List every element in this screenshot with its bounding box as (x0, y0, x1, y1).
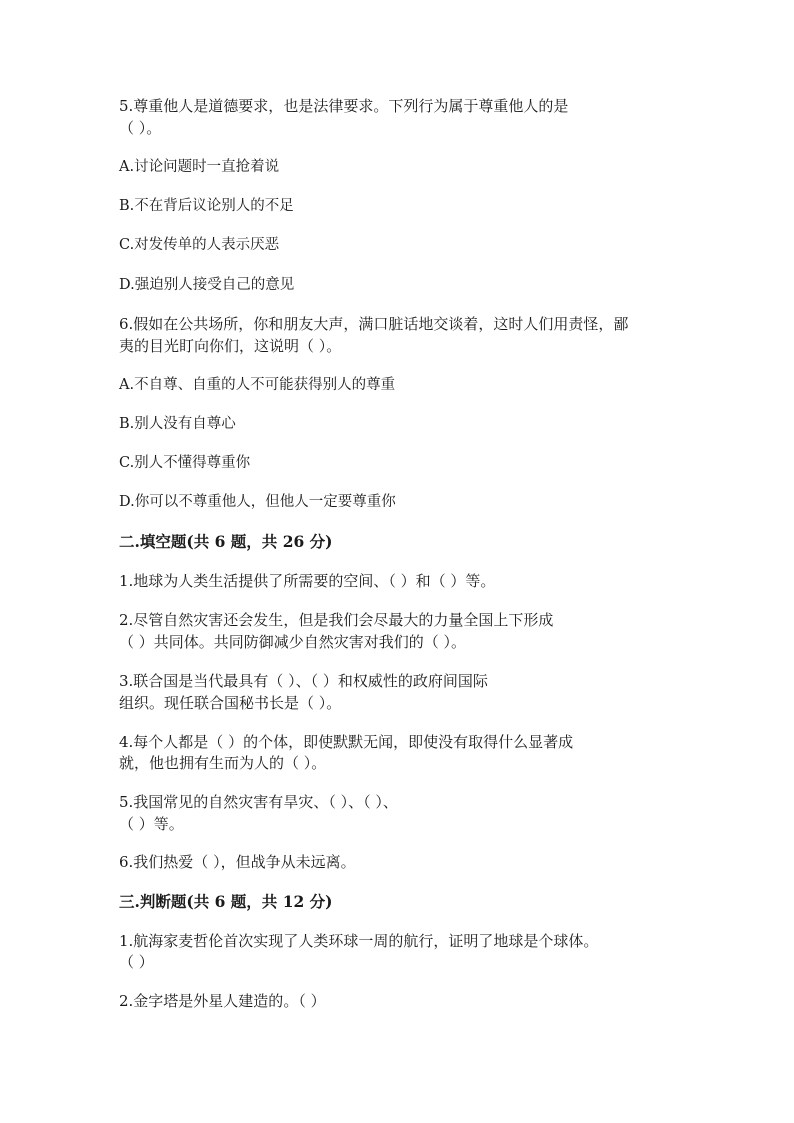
question-5-option-a: A.讨论问题时一直抢着说 (119, 159, 280, 175)
fill-question-6: 6.我们热爱（ ），但战争从未远离。 (119, 853, 356, 871)
fill-question-5-line-1: 5.我国常见的自然灾害有旱灾、（ ）、（ ）、 (119, 793, 398, 811)
judge-question-1-line-1: 1.航海家麦哲伦首次实现了人类环球一周的航行，证明了地球是个球体。 (119, 932, 599, 950)
fill-question-1: 1.地球为人类生活提供了所需要的空间、（ ）和（ ）等。 (119, 572, 496, 590)
question-5-stem-line-1: 5.尊重他人是道德要求，也是法律要求。下列行为属于尊重他人的是 (119, 97, 569, 115)
fill-question-5-line-2: （ ）等。 (119, 815, 184, 833)
question-5-option-b: B.不在背后议论别人的不足 (119, 198, 294, 214)
fill-question-4-line-1: 4.每个人都是（ ）的个体，即使默默无闻，即使没有取得什么显著成 (119, 733, 574, 751)
section-fill-heading: 二.填空题(共 6 题，共 26 分) (119, 532, 333, 551)
question-6-option-b: B.别人没有自尊心 (119, 416, 236, 432)
judge-question-2: 2.金字塔是外星人建造的。（ ） (119, 992, 326, 1010)
fill-question-3-line-2: 组织。现任联合国秘书长是（ ）。 (119, 694, 342, 712)
question-6-option-a: A.不自尊、自重的人不可能获得别人的尊重 (119, 377, 396, 393)
fill-question-3-line-1: 3.联合国是当代最具有（ ）、（ ）和权威性的政府间国际 (119, 672, 488, 690)
question-5-stem-line-2: （ ）。 (119, 119, 162, 137)
fill-question-2-line-2: （ ）共同体。共同防御减少自然灾害对我们的（ ）。 (119, 633, 467, 651)
fill-question-4-line-2: 就，他也拥有生而为人的（ ）。 (119, 754, 327, 772)
question-6-option-d: D.你可以不尊重他人，但他人一定要尊重你 (119, 494, 396, 510)
section-judge-heading: 三.判断题(共 6 题，共 12 分) (119, 892, 333, 911)
question-5-option-c: C.对发传单的人表示厌恶 (119, 237, 280, 253)
question-6-option-c: C.别人不懂得尊重你 (119, 455, 251, 471)
question-5-option-d: D.强迫别人接受自己的意见 (119, 277, 295, 293)
question-6-stem-line-1: 6.假如在公共场所，你和朋友大声，满口脏话地交谈着，这时人们用责怪，鄙 (119, 315, 629, 333)
fill-question-2-line-1: 2.尽管自然灾害还会发生，但是我们会尽最大的力量全国上下形成 (119, 611, 554, 629)
judge-question-1-line-2: （ ） (119, 953, 154, 971)
question-6-stem-line-2: 夷的目光盯向你们，这说明（ ）。 (119, 337, 342, 355)
